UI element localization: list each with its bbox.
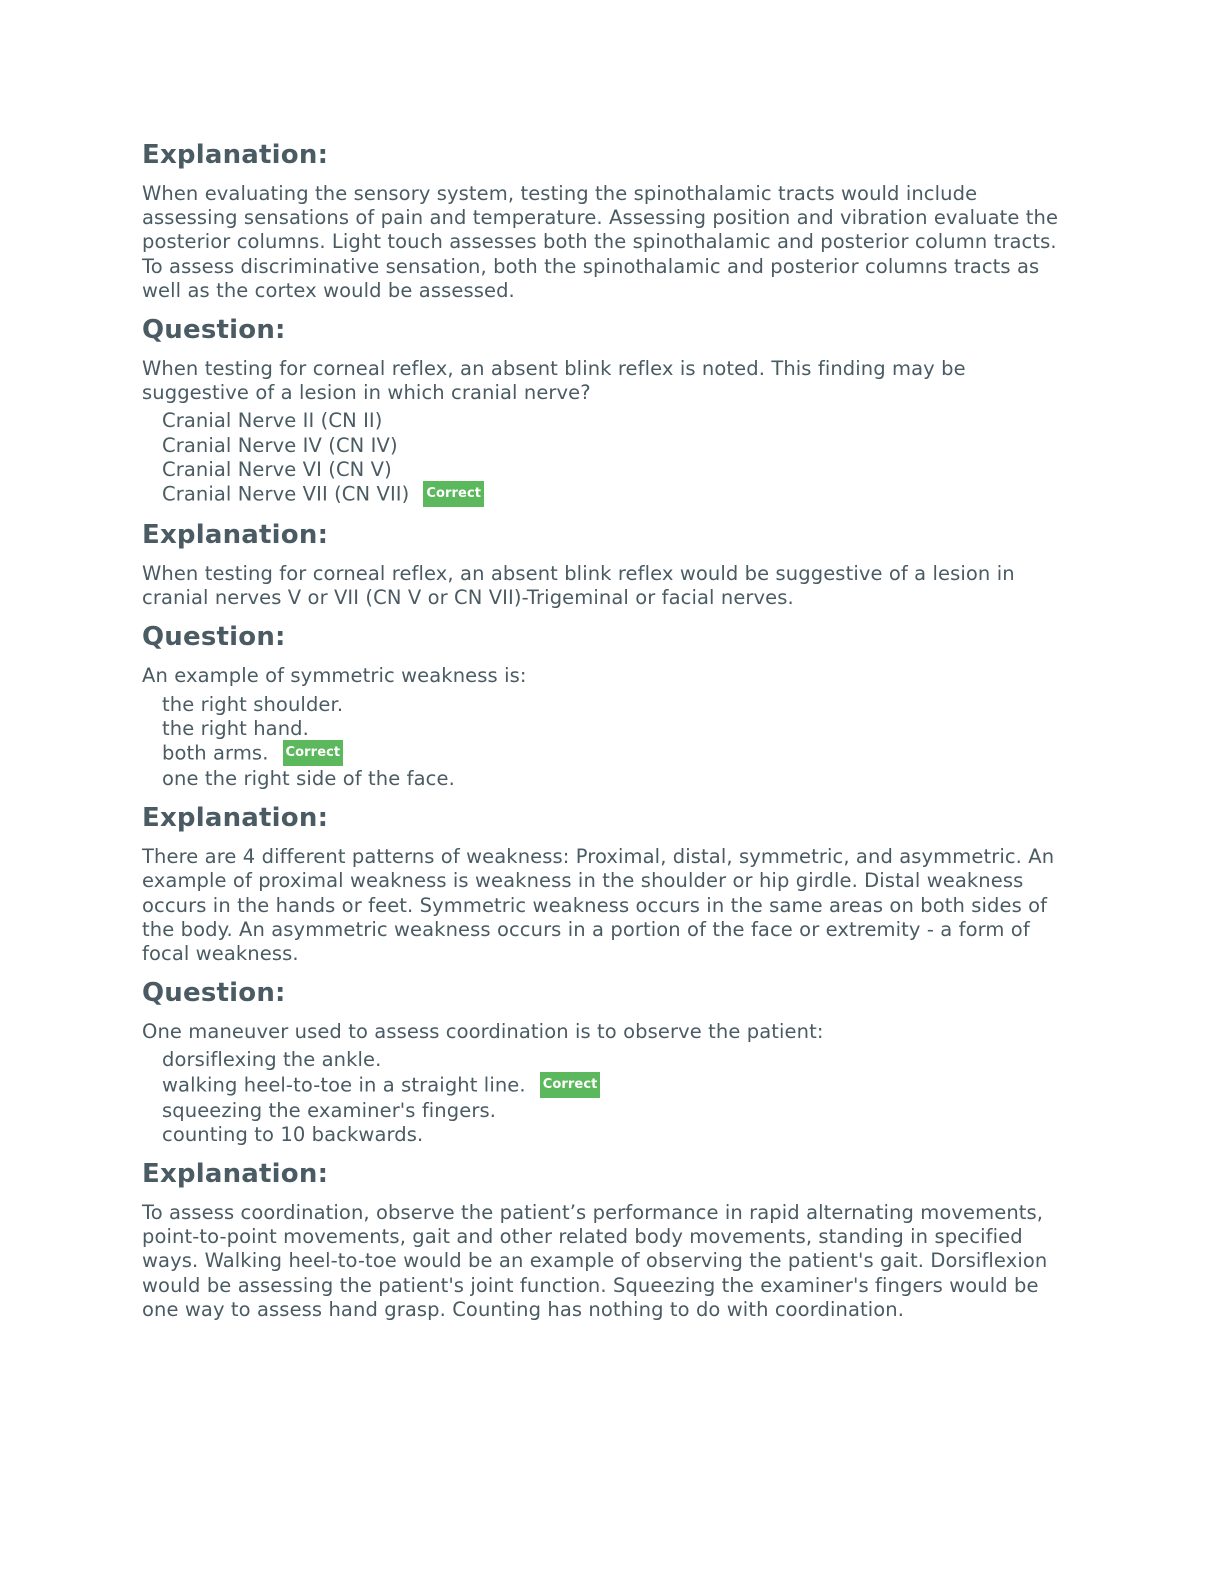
answer-options [142,409,1072,508]
answer-option-label: one the right side of the face. [162,767,455,791]
explanation-block-1 [142,138,1072,303]
question-block-1 [142,313,1072,508]
answer-option-correct[interactable] [142,1073,1072,1099]
answer-option-label: Cranial Nerve VII (CN VII) [162,482,410,506]
explanation-heading: Explanation: [142,1159,329,1190]
answer-options [142,1048,1072,1147]
answer-option-correct[interactable] [142,482,1072,508]
answer-option[interactable] [142,1123,1072,1147]
explanation-block-3 [142,801,1072,966]
answer-option-label: both arms. [162,741,269,765]
question-block-2 [142,620,1072,791]
correct-badge: Correct [283,740,344,766]
answer-option-label: squeezing the examiner's fingers. [162,1098,497,1122]
explanation-block-2 [142,518,1072,610]
explanation-text: When evaluating the sensory system, testing the spinothalamic tracts would include assessing sensations of pain and temperature. Assessing position and vibration evaluate the posterior columns. Light touch assesses both the spinothalamic and posterior column tracts. To assess discriminative sensation, both the spinothalamic and posterior columns tracts as well as the cortex would be assessed. [142,182,1059,302]
answer-option-label: Cranial Nerve II (CN II) [162,409,383,433]
question-text: An example of symmetric weakness is: [142,664,527,688]
question-heading: Question: [142,315,286,346]
explanation-block-4 [142,1157,1072,1322]
answer-option-label: the right hand. [162,716,309,740]
explanation-text: There are 4 different patterns of weakness: Proximal, distal, symmetric, and asymmetric. An example of proximal weakness is weakness in the shoulder or hip girdle. Distal weakness occurs in the hands or feet. Symmetric weakness occurs in the same areas on both sides of the body. An asymmetric weakness occurs in a portion of the face or extremity - a form of focal weakness. [142,845,1055,966]
answer-option-label: counting to 10 backwards. [162,1122,424,1146]
answer-option-label: dorsiflexing the ankle. [162,1048,382,1072]
explanation-heading: Explanation: [142,520,329,551]
explanation-heading: Explanation: [142,803,329,834]
correct-badge: Correct [423,481,484,507]
answer-option[interactable] [142,409,1072,433]
explanation-text: To assess coordination, observe the patient’s performance in rapid alternating movements, point-to-point movements, gait and other related body movements, standing in specified ways. Walking heel-to-toe would be an example of observing the patient's gait. Dorsiflexion would be assessing the patient's joint function. Squeezing the examiner's fingers would be one way to assess hand grasp. Counting has nothing to do with coordination. [142,1201,1048,1321]
quiz-review-page [142,138,1072,1332]
answer-option-label: the right shoulder. [162,692,344,716]
question-heading: Question: [142,978,286,1009]
answer-option-label: Cranial Nerve VI (CN V) [162,457,392,481]
explanation-heading: Explanation: [142,140,329,170]
question-text: When testing for corneal reflex, an absent blink reflex is noted. This finding may be suggestive of a lesion in which cranial nerve? [142,357,966,405]
answer-option[interactable] [142,1099,1072,1123]
answer-option-correct[interactable] [142,741,1072,767]
answer-option[interactable] [142,717,1072,741]
answer-option[interactable] [142,434,1072,458]
question-block-3 [142,976,1072,1147]
answer-option[interactable] [142,767,1072,791]
correct-badge: Correct [540,1072,601,1098]
answer-option-label: walking heel-to-toe in a straight line. [162,1073,526,1097]
answer-options [142,693,1072,792]
answer-option[interactable] [142,1048,1072,1072]
question-heading: Question: [142,622,286,653]
explanation-text: When testing for corneal reflex, an absent blink reflex would be suggestive of a lesion in cranial nerves V or VII (CN V or CN VII)-Trigeminal or facial nerves. [142,562,1015,610]
answer-option[interactable] [142,458,1072,482]
answer-option-label: Cranial Nerve IV (CN IV) [162,433,398,457]
answer-option[interactable] [142,693,1072,717]
question-text: One maneuver used to assess coordination is to observe the patient: [142,1020,824,1044]
